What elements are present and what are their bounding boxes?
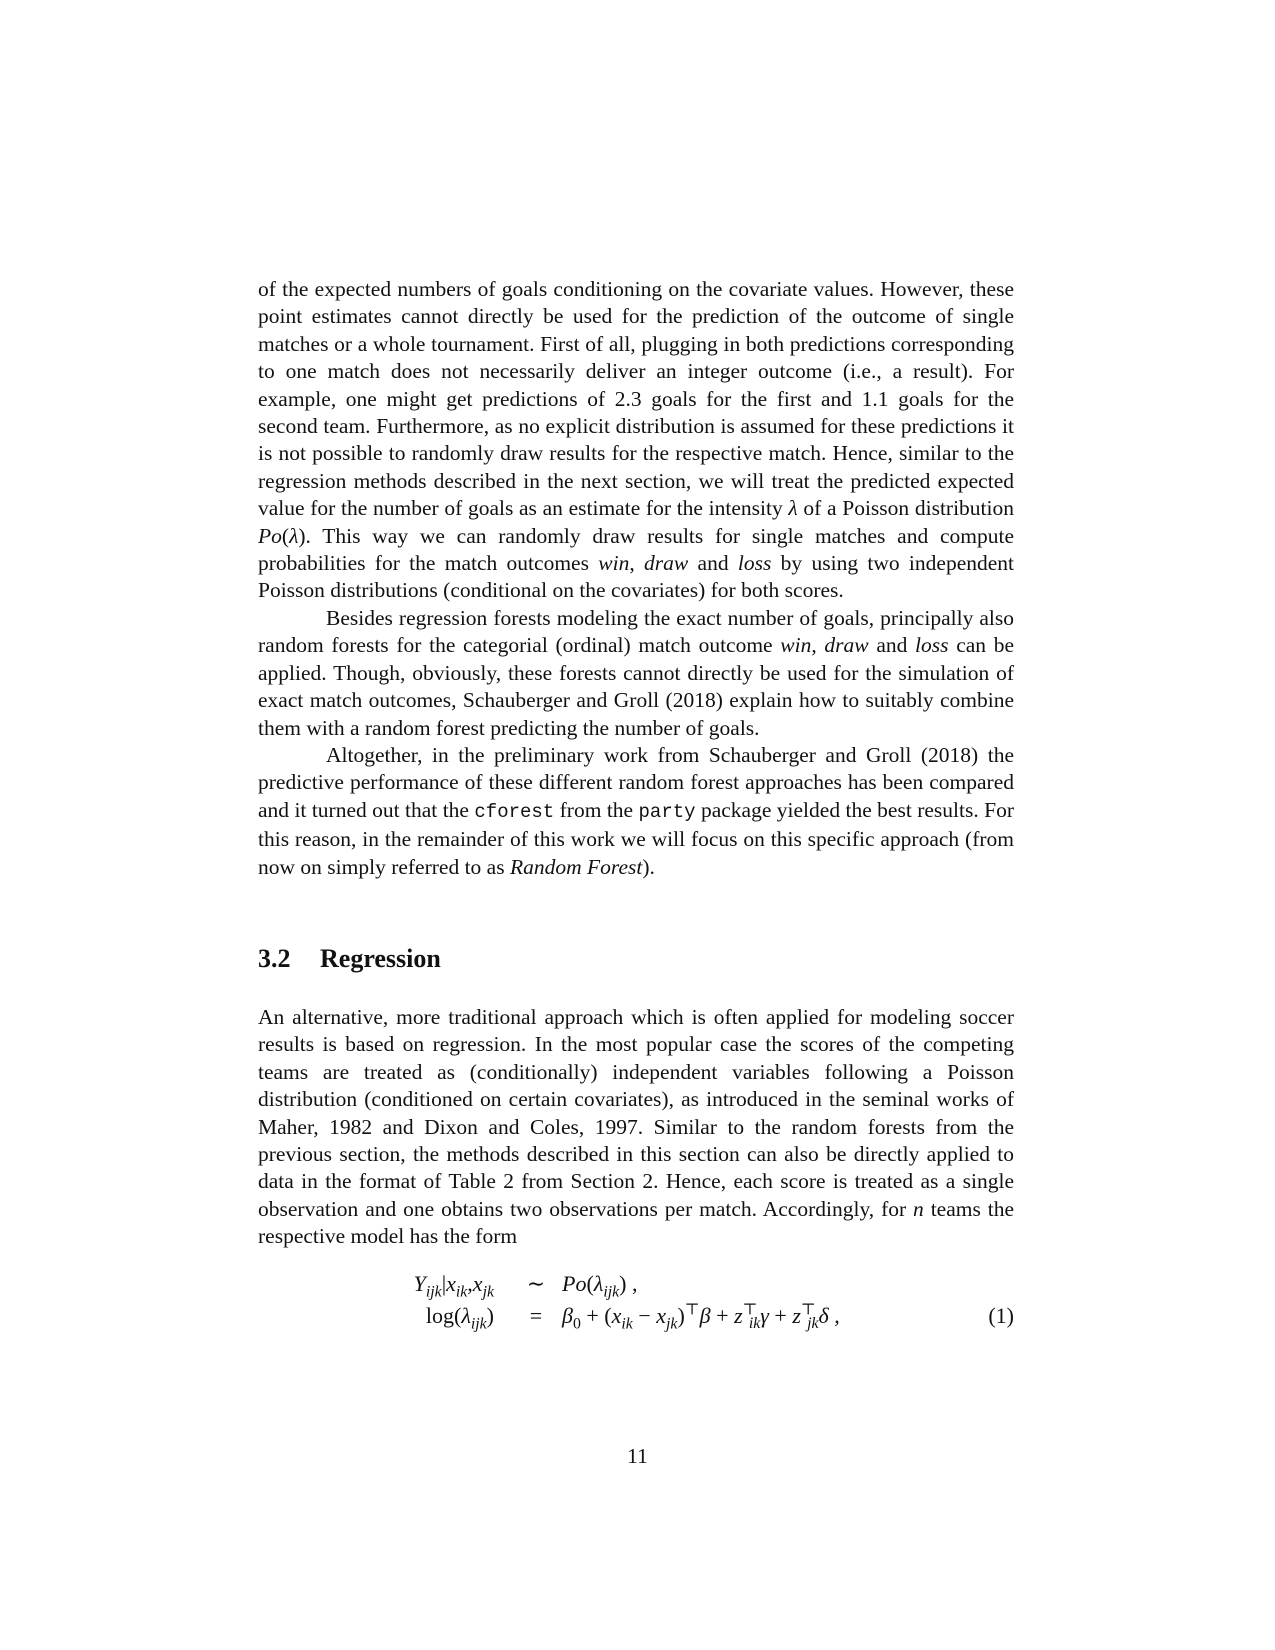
section-heading (258, 944, 441, 974)
section-3-2-body (258, 1004, 1014, 1251)
code-cforest: cforest (474, 800, 555, 823)
equation-1 (258, 1268, 1014, 1338)
equation-row-distribution (258, 1268, 1014, 1300)
equation-lhs: $\log(\lambda_{ijk})$ (425, 1303, 494, 1333)
section-3-1-continuation (258, 276, 1014, 881)
code-party: party (638, 800, 696, 823)
equation-rhs: $Po(\lambda_{ijk})$ , (562, 1271, 638, 1301)
paragraph-categorial-forests: Besides regression forests modeling the exact number of goals, principally also random forests for the categorial (ordinal) match outcome win, draw and loss can be applied. Though, obviously, these forests cannot directly be used for the simulation of exact match outcomes, Schauberger and Groll (2018) explain how to suitably combine them with a random forest predicting the number of goals. (258, 605, 1014, 740)
equation-relation: ∼ (526, 1271, 546, 1296)
text-run: from the (554, 797, 639, 822)
page-number: 11 (627, 1444, 648, 1468)
equation-row-link (258, 1300, 1014, 1332)
emphasis-random-forest: Random Forest (509, 854, 643, 879)
section-title: Regression (320, 944, 441, 973)
section-number: 3.2 (258, 944, 291, 973)
paragraph-expected-goals: of the expected numbers of goals conditioning on the covariate values. However, these point estimates cannot directly be used for the prediction of the outcome of single matches or a whole tournament. First of all, plugging in both predictions corresponding to one match does not necessarily deliver an integer outcome (i.e., a result). For example, one might get predictions of 2.3 goals for the first and 1.1 goals for the second team. Furthermore, as no explicit distribution is assumed for these predictions it is not possible to randomly draw results for the respective match. Hence, similar to the regression methods described in the next section, we will treat the predicted expected value for the number of goals as an estimate for the intensity λ of a Poisson distribution Po(λ). This way we can randomly draw results for single matches and compute probabilities for the match outcomes win, draw and loss by using two independent Poisson distributions (conditional on the covariates) for both scores. (258, 277, 1015, 603)
paragraph-regression-intro: An alternative, more traditional approach which is often applied for modeling soccer results is based on regression. In the most popular case the scores of the competing teams are treated as (conditionally) independent variables following a Poisson distribution (conditioned on certain covariates), as introduced in the seminal works of Maher, 1982 and Dixon and Coles, 1997. Similar to the random forests from the previous section, the methods described in this section can also be directly applied to data in the format of Table 2 from Section 2. Hence, each score is treated as a single observation and one obtains two observations per match. Accordingly, for n teams the respective model has the form (258, 1005, 1014, 1249)
text-run: ). (642, 854, 655, 879)
equation-relation: = (529, 1303, 543, 1328)
text-run: Altogether, in the preliminary work from Schauberger and Groll (2018) the predictive performance of these different random forest approaches has been compared and it turned out that the (258, 742, 1014, 822)
equation-rhs: $\beta_0 + (x_{ik} - x_{jk})^⊤\beta + z^⊤_{ik}\gamma + z^⊤_{jk}\delta$ , (562, 1301, 840, 1333)
paragraph-cforest-conclusion (258, 742, 1014, 881)
equation-lhs: $Y_{ijk}|x_{ik},x_{jk}$ (413, 1271, 494, 1301)
equation-number: (1) (988, 1303, 1014, 1328)
text-run: package yielded the best results. For this reason, in the remainder of this work we will focus on this specific approach (from now on simply referred to as (258, 797, 1015, 879)
